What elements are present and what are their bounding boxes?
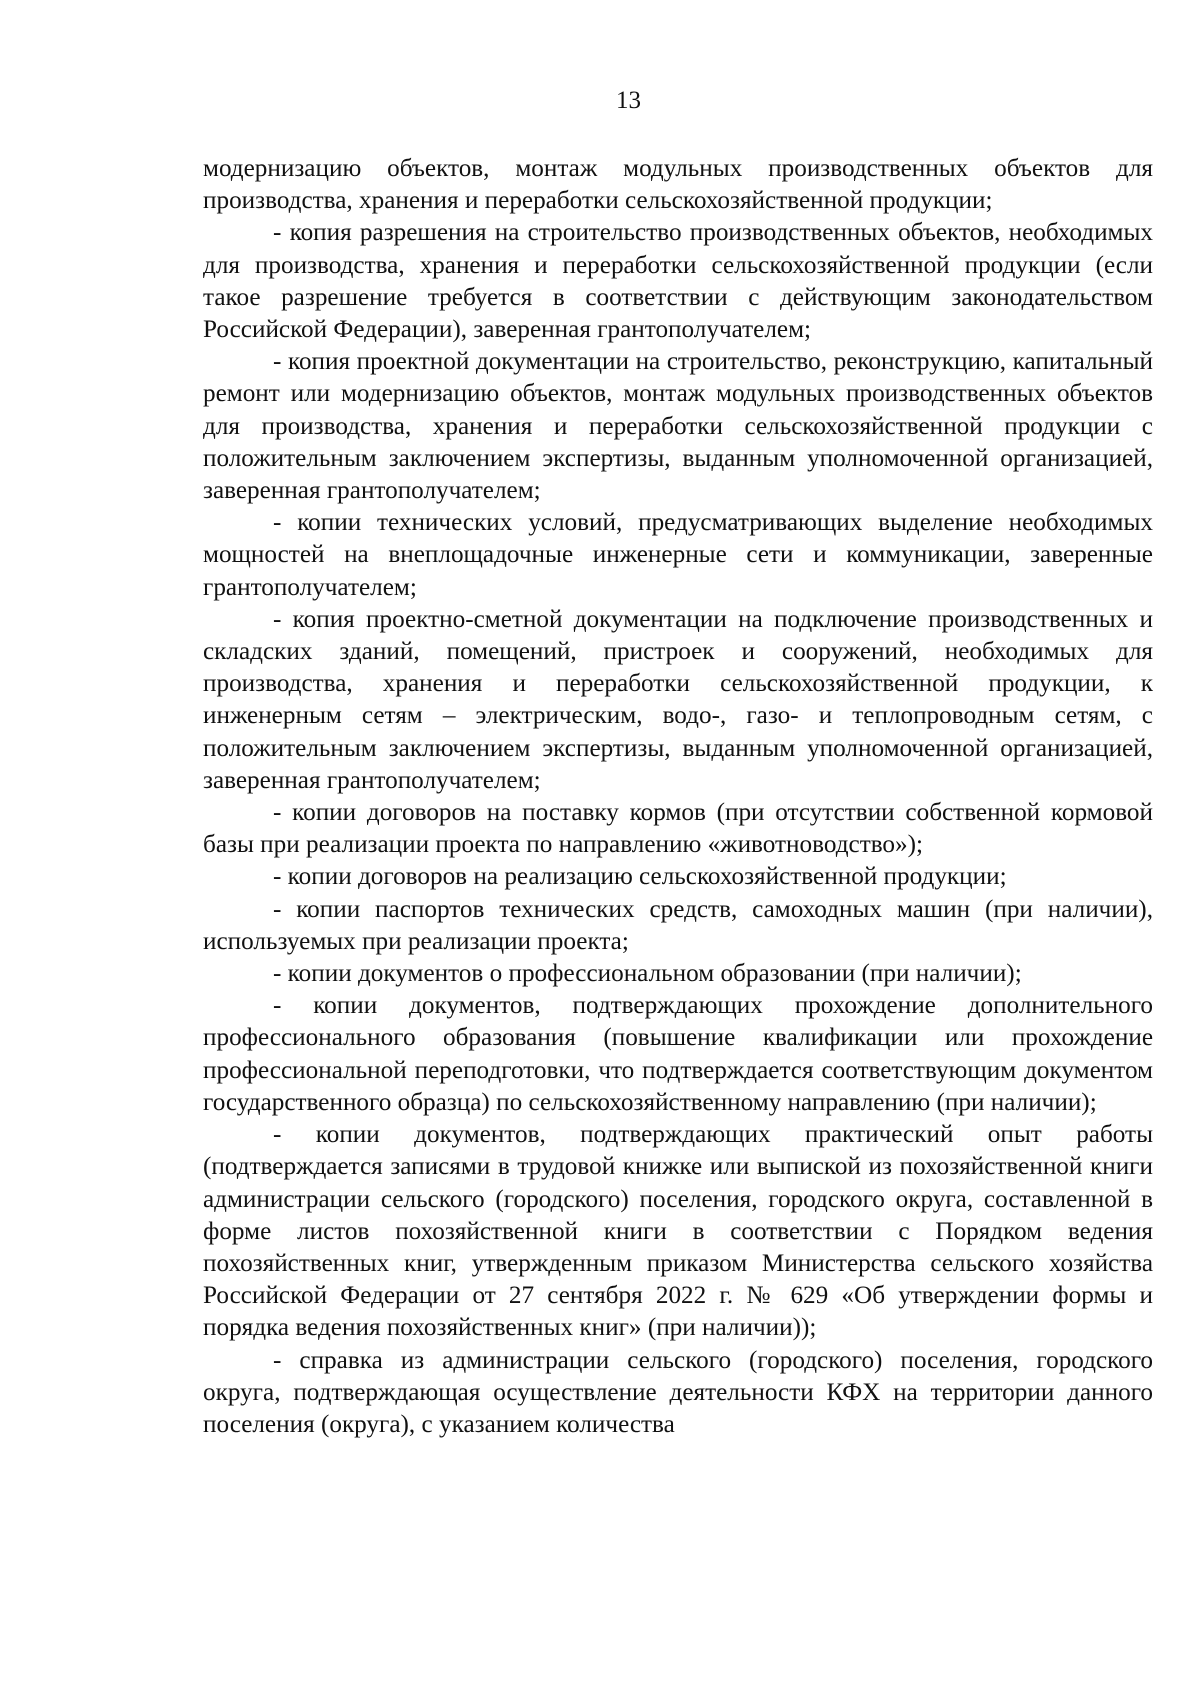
list-item-paragraph: - копии договоров на реализацию сельскохозяйственной продукции; (273, 863, 1007, 891)
list-item-paragraph: - копии паспортов технических средств, самоходных машин (при наличии), используемых при реализации проекта; (203, 895, 1153, 955)
list-item-paragraph: - копия проектно-сметной документации на подключение производственных и складских зданий, помещений, пристроек и сооружений, необходимых для производства, хранения и переработки сельскохозяйственной продукции, к инженерным сетям – электрическим, водо-, газо- и теплопроводным сетям, с положительным заключением экспертизы, выданным уполномоченной организацией, заверенная грантополучателем; (203, 605, 1153, 794)
list-item-paragraph: - справка из администрации сельского (городского) поселения, городского округа, подтверждающая осуществление деятельности КФХ на территории данного поселения (округа), с указанием количества (203, 1346, 1153, 1438)
list-item-paragraph: - копия проектной документации на строительство, реконструкцию, капитальный ремонт или модернизацию объектов, монтаж модульных производственных объектов для производства, хранения и переработки сельскохозяйственной продукции с положительным заключением экспертизы, выданным уполномоченной организацией, заверенная грантополучателем; (203, 348, 1153, 505)
list-item-paragraph: - копии документов о профессиональном образовании (при наличии); (273, 960, 1022, 988)
list-item-paragraph: - копии документов, подтверждающих практический опыт работы (подтверждается записями в трудовой книжке или выпиской из похозяйственной книги администрации сельского (городского) поселения, городского округа, составленной в форме листов похозяйственной книги в соответствии с Порядком ведения похозяйственных книг, утвержденным приказом Министерства сельского хозяйства Российской Федерации от 27 сентября 2022 г. № 629 «Об утверждении формы и порядка ведения похозяйственных книг» (при наличии)); (203, 1121, 1153, 1342)
paragraph-continuation: модернизацию объектов, монтаж модульных производственных объектов для производства, хранения и переработки сельскохозяйственной продукции; (203, 155, 1153, 215)
list-item-paragraph: - копия разрешения на строительство производственных объектов, необходимых для производства, хранения и переработки сельскохозяйственной продукции (если такое разрешение требуется в соответствии с действующим законодательством Российской Федерации), заверенная грантополучателем; (203, 219, 1153, 344)
list-item-paragraph: - копии документов, подтверждающих прохождение дополнительного профессионального образования (повышение квалификации или прохождение профессиональной переподготовки, что подтверждается соответствующим документом государственного образца) по сельскохозяйственному направлению (при наличии); (203, 992, 1153, 1116)
list-item-paragraph: - копии договоров на поставку кормов (при отсутствии собственной кормовой базы при реализации проекта по направлению «животноводство»); (203, 799, 1153, 859)
document-body (203, 153, 1153, 1441)
page-number: 13 (616, 87, 641, 114)
list-item-paragraph: - копии технических условий, предусматривающих выделение необходимых мощностей на внеплощадочные инженерные сети и коммуникации, заверенные грантополучателем; (203, 509, 1153, 601)
